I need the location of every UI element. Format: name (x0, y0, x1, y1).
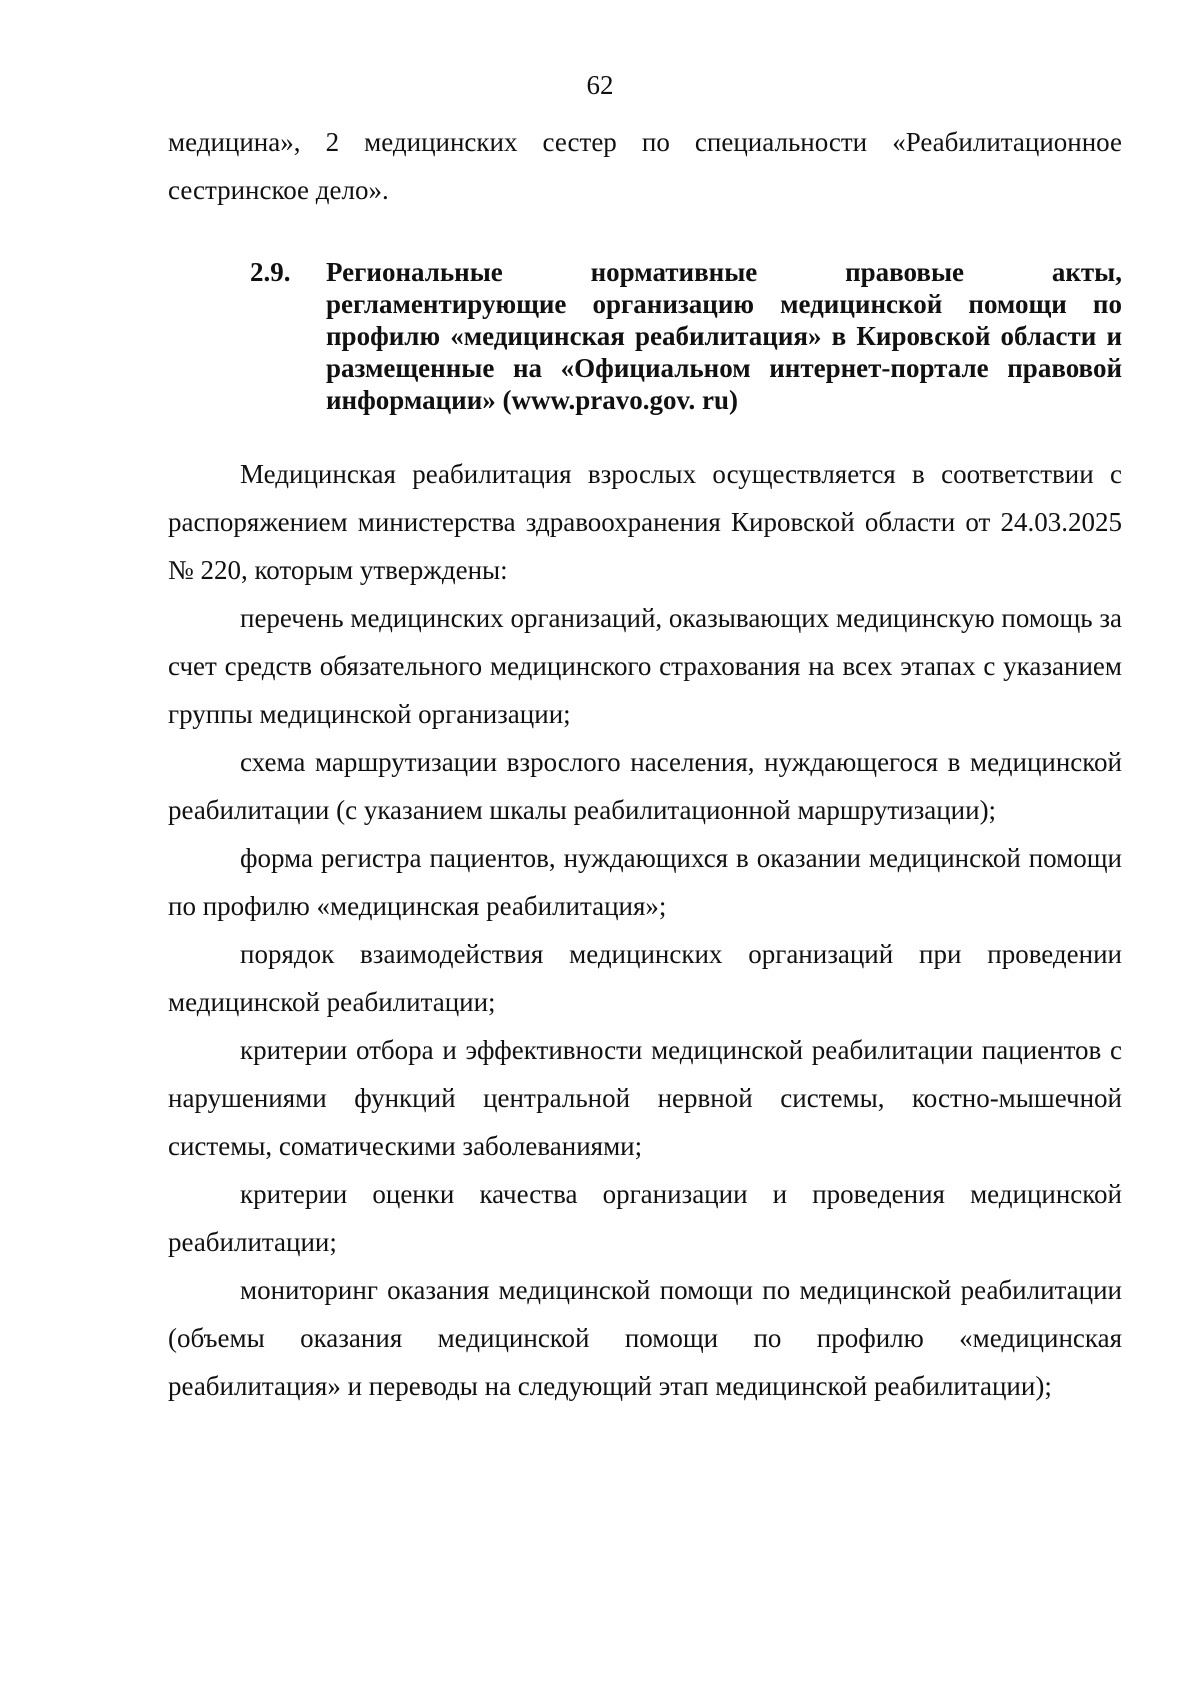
page-number: 62 (586, 70, 614, 100)
paragraph-intro: Медицинская реабилитация взрослых осуществляется в соответствии с распоряжением министерства здравоохранения Кировской области от 24.03.2025 № 220, которым утверждены: (168, 459, 1122, 585)
section-number: 2.9. (250, 257, 291, 287)
body-paragraphs (168, 450, 1122, 1410)
section-heading (250, 256, 1122, 416)
section-title: Региональные нормативные правовые акты, регламентирующие организацию медицинской помощи по профилю «медицинская реабилитация» в Кировской области и размещенные на «Официальном интернет-портале правовой информации» (www.pravo.gov. ru) (326, 257, 1122, 415)
continuation-paragraph: медицина», 2 медицинских сестер по специальности «Реабилитационное сестринское дело». (168, 127, 1122, 205)
list-item: порядок взаимодействия медицинских организаций при проведении медицинской реабилитации; (168, 939, 1122, 1017)
list-item: перечень медицинских организаций, оказывающих медицинскую помощь за счет средств обязательного медицинского страхования на всех этапах с указанием группы медицинской организации; (168, 603, 1122, 729)
list-item: критерии оценки качества организации и проведения медицинской реабилитации; (168, 1179, 1122, 1257)
list-item: мониторинг оказания медицинской помощи по медицинской реабилитации (объемы оказания медицинской помощи по профилю «медицинская реабилитация» и переводы на следующий этап медицинской реабилитации); (168, 1275, 1122, 1401)
list-item: форма регистра пациентов, нуждающихся в оказании медицинской помощи по профилю «медицинская реабилитация»; (168, 843, 1122, 921)
list-item: критерии отбора и эффективности медицинской реабилитации пациентов с нарушениями функций центральной нервной системы, костно-мышечной системы, соматическими заболеваниями; (168, 1035, 1122, 1161)
list-item: схема маршрутизации взрослого населения, нуждающегося в медицинской реабилитации (с указанием шкалы реабилитационной маршрутизации); (168, 747, 1122, 825)
